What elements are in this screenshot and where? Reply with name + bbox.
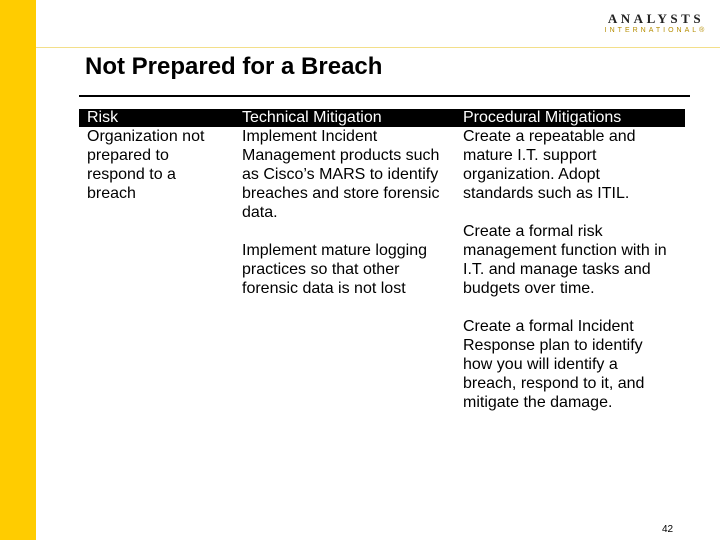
cell-risk <box>79 127 234 412</box>
technical-item: Implement mature logging practices so that other forensic data is not lost <box>242 242 427 297</box>
procedural-item: Create a repeatable and mature I.T. support organization. Adopt standards such as ITIL. <box>463 128 636 202</box>
risk-text: Organization not prepared to respond to a breach <box>87 128 205 202</box>
cell-procedural <box>455 127 685 412</box>
slide-title: Not Prepared for a Breach <box>85 53 383 80</box>
mitigation-table <box>79 109 685 412</box>
table-row <box>79 127 685 412</box>
procedural-item: Create a formal Incident Response plan to identify how you will identify a breach, respond to it, and mitigate the damage. <box>463 318 645 411</box>
table-header-row <box>79 109 685 127</box>
header-technical-mitigation: Technical Mitigation <box>242 109 382 126</box>
title-underline <box>79 95 690 97</box>
logo-wordmark: ANALYSTS <box>607 11 705 26</box>
header-divider <box>36 47 720 48</box>
company-logo <box>600 12 712 35</box>
header-risk: Risk <box>87 109 119 126</box>
logo-subtext: INTERNATIONAL® <box>604 27 708 34</box>
page-number: 42 <box>662 524 674 535</box>
header-procedural-mitigations: Procedural Mitigations <box>463 109 622 126</box>
procedural-item: Create a formal risk management function with in I.T. and manage tasks and budgets over time. <box>463 223 667 297</box>
cell-technical <box>234 127 455 412</box>
technical-item: Implement Incident Management products such as Cisco’s MARS to identify breaches and store forensic data. <box>242 128 440 221</box>
accent-sidebar-bar <box>0 0 36 540</box>
